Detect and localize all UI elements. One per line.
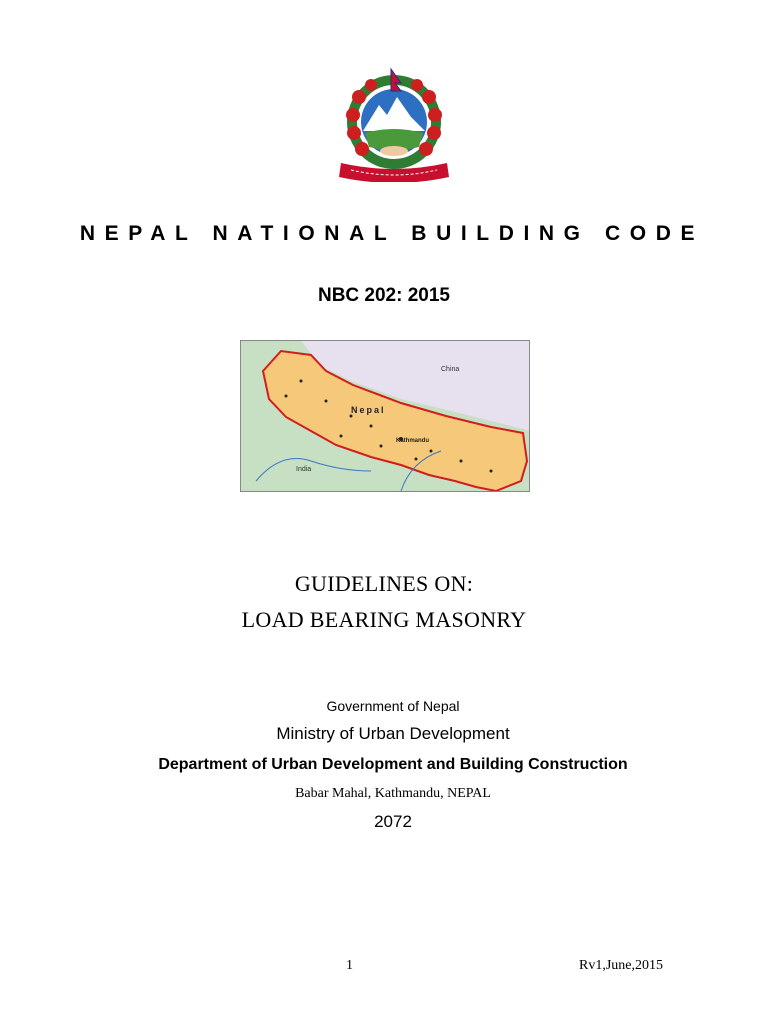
handshake-icon [380, 146, 408, 156]
page-number: 1 [346, 958, 353, 973]
nepal-map [240, 340, 530, 492]
nepal-label: Nepal [351, 405, 386, 415]
code-title: NEPAL NATIONAL BUILDING CODE [79, 222, 705, 245]
year-label: 2072 [374, 812, 412, 831]
department-label: Department of Urban Development and Building Construction [158, 756, 628, 773]
address-label: Babar Mahal, Kathmandu, NEPAL [295, 786, 491, 801]
code-number: NBC 202: 2015 [317, 285, 451, 306]
india-label: India [296, 466, 312, 473]
nepal-map-graphic [241, 341, 530, 492]
government-label: Government of Nepal [326, 698, 460, 714]
nepal-emblem [331, 67, 457, 182]
revision-label: Rv1,June,2015 [579, 958, 663, 973]
kathmandu-label: Kathmandu [396, 438, 429, 444]
emblem-graphic [331, 67, 457, 182]
guideline-heading-line2: LOAD BEARING MASONRY [241, 607, 527, 632]
ministry-label: Ministry of Urban Development [276, 724, 510, 743]
guideline-heading-line1: GUIDELINES ON: [294, 571, 474, 596]
china-label: China [441, 366, 460, 373]
